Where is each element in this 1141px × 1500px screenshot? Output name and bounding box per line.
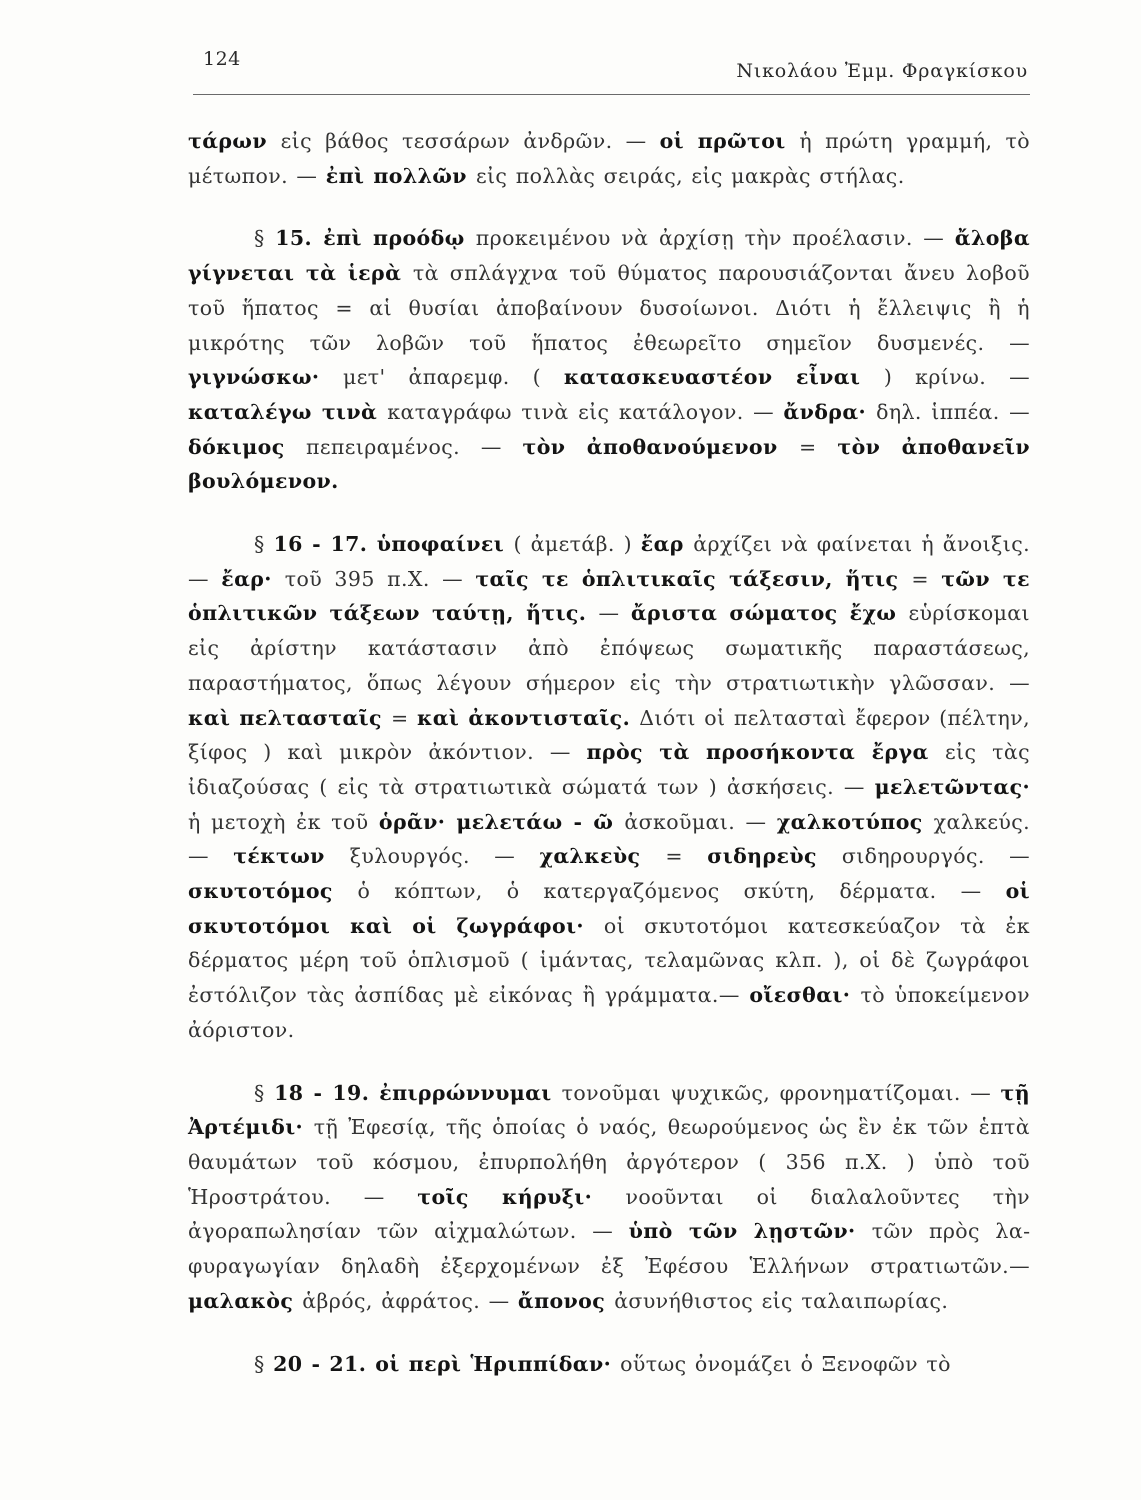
gloss-text: ξυλουργός. — [349, 844, 540, 869]
lemma-text: μαλακὸς [188, 1288, 303, 1313]
lemma-text: καταλέγω τινὰ [188, 399, 388, 424]
gloss-text: ἀσκοῦμαι. — [624, 809, 777, 834]
gloss-text: Διότι οἱ πελτασταὶ ἔφερον (πέλτην, ξίφος ) καὶ μικρὸν ἀκόντιον. — [188, 705, 1030, 765]
lemma-text: κατασκευαστέον εἶναι [563, 365, 884, 390]
gloss-text: ἀσυνήθιστος εἰς ταλαιπωρίας. [614, 1288, 949, 1313]
gloss-text: ἁβρός, ἀφράτος. — [302, 1288, 518, 1313]
lemma-text: ἔαρ [640, 532, 694, 557]
paragraph-section-18-19 [188, 1076, 1030, 1319]
lemma-text: τέκτων [233, 844, 350, 869]
gloss-text: τοῦ 395 π.Χ. — [284, 566, 476, 591]
lemma-text: ταῖς τε ὁπλιτικαῖς τάξεσιν, ἥτις [475, 566, 912, 591]
lemma-text: τοῖς κήρυξι· [417, 1184, 626, 1209]
gloss-text: εἰς βάθος τεσσάρων ἀνδρῶν. — [280, 129, 660, 153]
gloss-text: εὑρίσκομαι εἰς ἀρίστην κατάστασιν ἀπὸ ἐπόψεως σωματικῆς παραστάσεως, παραστήματος, ὅπως λέγουν σήμερον εἰς τὴν στρατιωτικὴν γλῶσσαν. — [188, 601, 1030, 695]
gloss-text: εἰς πολλὰς σειράς, εἰς μακρὰς στήλας. [475, 163, 905, 188]
gloss-text: = [390, 705, 417, 730]
lemma-text: τὸν ἀποθανεῖν βουλόμενον. [188, 434, 1030, 494]
gloss-text: οὕτως ὀνομάζει ὁ Ξενοφῶν τὸ [620, 1351, 951, 1376]
paragraph-section-16-17 [188, 527, 1030, 1048]
paragraph-continuation [188, 124, 1030, 193]
gloss-text: νοοῦνται οἱ διαλαλοῦντες τὴν ἀγοραπωλησίαν τῶν αἰχμαλώτων. — [188, 1184, 1031, 1244]
running-head: Νικολάου Ἐμμ. Φραγκίσκου [736, 60, 1028, 82]
page-number: 124 [203, 48, 241, 70]
lemma-text: τῇ Ἀρτέμιδι· [188, 1080, 1031, 1140]
paragraph-section-15 [188, 221, 1030, 499]
gloss-text: τῇ Ἐφεσίᾳ, τῆς ὁποίας ὁ ναός, θεωρούμενος ὡς ἓν ἐκ τῶν ἑπτὰ θαυμάτων τοῦ κόσμου, ἐπυρπολήθη ἀργότερον ( 356 π.Χ. ) ὑπὸ τοῦ Ἡροστράτου. — [188, 1115, 1030, 1209]
gloss-text: § [254, 1080, 275, 1105]
lemma-text: ἄνδρα· [783, 399, 877, 424]
lemma-text: τάρων [188, 129, 281, 153]
gloss-text: § [254, 226, 276, 251]
lemma-text: καὶ ἀκοντισταῖς. [416, 705, 640, 730]
lemma-text: 20 - 21. οἱ περὶ Ἡριππίδαν· [273, 1351, 621, 1376]
lemma-text: ἄλοβα γίγνεται τὰ ἱερὰ [188, 226, 1030, 286]
gloss-text: ( ἀμετάβ. ) [513, 532, 641, 557]
gloss-text: οἱ σκυτοτόμοι κατεσκεύαζον τὰ ἐκ δέρματος μέρη τοῦ ὁπλισμοῦ ( ἱμάντας, τελαμῶνας κλπ. ), οἱ δὲ ζωγράφοι ἐστόλιζον τὰς ἀσπίδας μὲ εἰκόνας ἢ γράμματα.— [188, 913, 1030, 1008]
lemma-text: μελετῶντας· [874, 774, 1030, 799]
lemma-text: σκυτοτόμος [188, 879, 358, 904]
lemma-text: πρὸς τὰ προσήκοντα ἔργα [586, 740, 946, 765]
lemma-text: οἱ σκυτοτόμοι καὶ οἱ ζωγράφοι· [188, 879, 1030, 938]
lemma-text: οἱ πρῶτοι [659, 129, 800, 153]
lemma-text: 15. ἐπὶ προόδῳ [275, 226, 476, 251]
gloss-text: ὁ κόπτων, ὁ κατεργαζόμενος σκύτη, δέρματα. — [357, 879, 1006, 904]
lemma-text: τὸν ἀποθανούμενον [522, 434, 800, 459]
gloss-text: ἡ πρώτη γραμμή, τὸ μέτωπον. — [188, 129, 1031, 188]
gloss-text: = [911, 566, 942, 591]
lemma-text: ἐπὶ πολλῶν [325, 163, 476, 188]
gloss-text: = [799, 434, 838, 459]
lemma-text: χαλκοτύπος [776, 809, 934, 834]
gloss-text: τὸ ὑποκείμενον ἀόριστον. [188, 983, 1030, 1042]
lemma-text: χαλκεὺς [539, 844, 666, 869]
lemma-text: 16 - 17. ὑποφαίνει [273, 532, 514, 557]
lemma-text: τῶν τε ὁπλιτικῶν τάξεων ταύτῃ, ἥτις. [188, 566, 1030, 626]
commentary-body [188, 124, 1030, 1381]
paragraph-section-20-21 [188, 1347, 1030, 1382]
gloss-text: πεπειραμένος. — [306, 434, 523, 459]
lemma-text: γιγνώσκω· [188, 365, 344, 390]
page-header [193, 46, 1028, 92]
lemma-text: οἴεσθαι· [749, 983, 861, 1008]
lemma-text: δόκιμος [188, 434, 306, 459]
lemma-text: ἄπονος [517, 1288, 615, 1313]
gloss-text: καταγράφω τινὰ εἰς κατάλογον. — [387, 399, 784, 424]
gloss-text: § [254, 532, 274, 557]
gloss-text: = [665, 844, 708, 869]
gloss-text: ἀρχίζει νὰ φαίνεται ἡ ἄνοιξις. — [188, 532, 1030, 591]
gloss-text: — [598, 601, 631, 626]
lemma-text: 18 - 19. ἐπιρρώννυμαι [274, 1080, 562, 1105]
gloss-text: τὰ σπλάγχνα τοῦ θύματος παρουσιάζονται ἄνευ λοβοῦ τοῦ ἥπατος = αἱ θυσίαι ἀποβαίνουν δυσοίωνοι. Διότι ἡ ἔλλειψις ἢ ἡ μικρότης τῶν λοβῶν τοῦ ἥπατος ἐθεωρεῖτο σημεῖον δυσμενές. — [188, 261, 1031, 355]
header-rule [193, 94, 1030, 95]
lemma-text: ὑπὸ τῶν λῃστῶν· [628, 1219, 872, 1244]
lemma-text: καὶ πελτασταῖς [188, 705, 391, 730]
gloss-text: προκειμένου νὰ ἀρχίσῃ τὴν προέλασιν. — [475, 226, 955, 251]
gloss-text: χαλκεύς. — [188, 809, 1031, 869]
gloss-text: τῶν πρὸς λαφυραγωγίαν δηλαδὴ ἐξερχομένων ἐξ Ἐφέσου Ἑλλήνων στρατιωτῶν.— [188, 1219, 1030, 1279]
gloss-text: § [254, 1351, 274, 1376]
lemma-text: ἄριστα σώματος ἔχω [630, 601, 909, 626]
gloss-text: τονοῦμαι ψυχικῶς, φρονηματίζομαι. — [561, 1080, 1001, 1105]
gloss-text: μετ' ἀπαρεμφ. ( [343, 365, 564, 390]
gloss-text: σιδηρουργός. — [841, 844, 1030, 869]
lemma-text: ἔαρ· [221, 566, 285, 591]
gloss-text: ἡ μετοχὴ ἐκ τοῦ [188, 809, 379, 834]
lemma-text: σιδηρεὺς [707, 844, 842, 869]
gloss-text: δηλ. ἱππέα. — [876, 399, 1030, 424]
gloss-text: εἰς τὰς ἰδιαζούσας ( εἰς τὰ στρατιωτικὰ σώματά των ) ἀσκήσεις. — [188, 740, 1030, 799]
gloss-text: ) κρίνω. — [883, 365, 1030, 390]
lemma-text: ὁρᾶν· μελετάω - ῶ [378, 809, 625, 834]
